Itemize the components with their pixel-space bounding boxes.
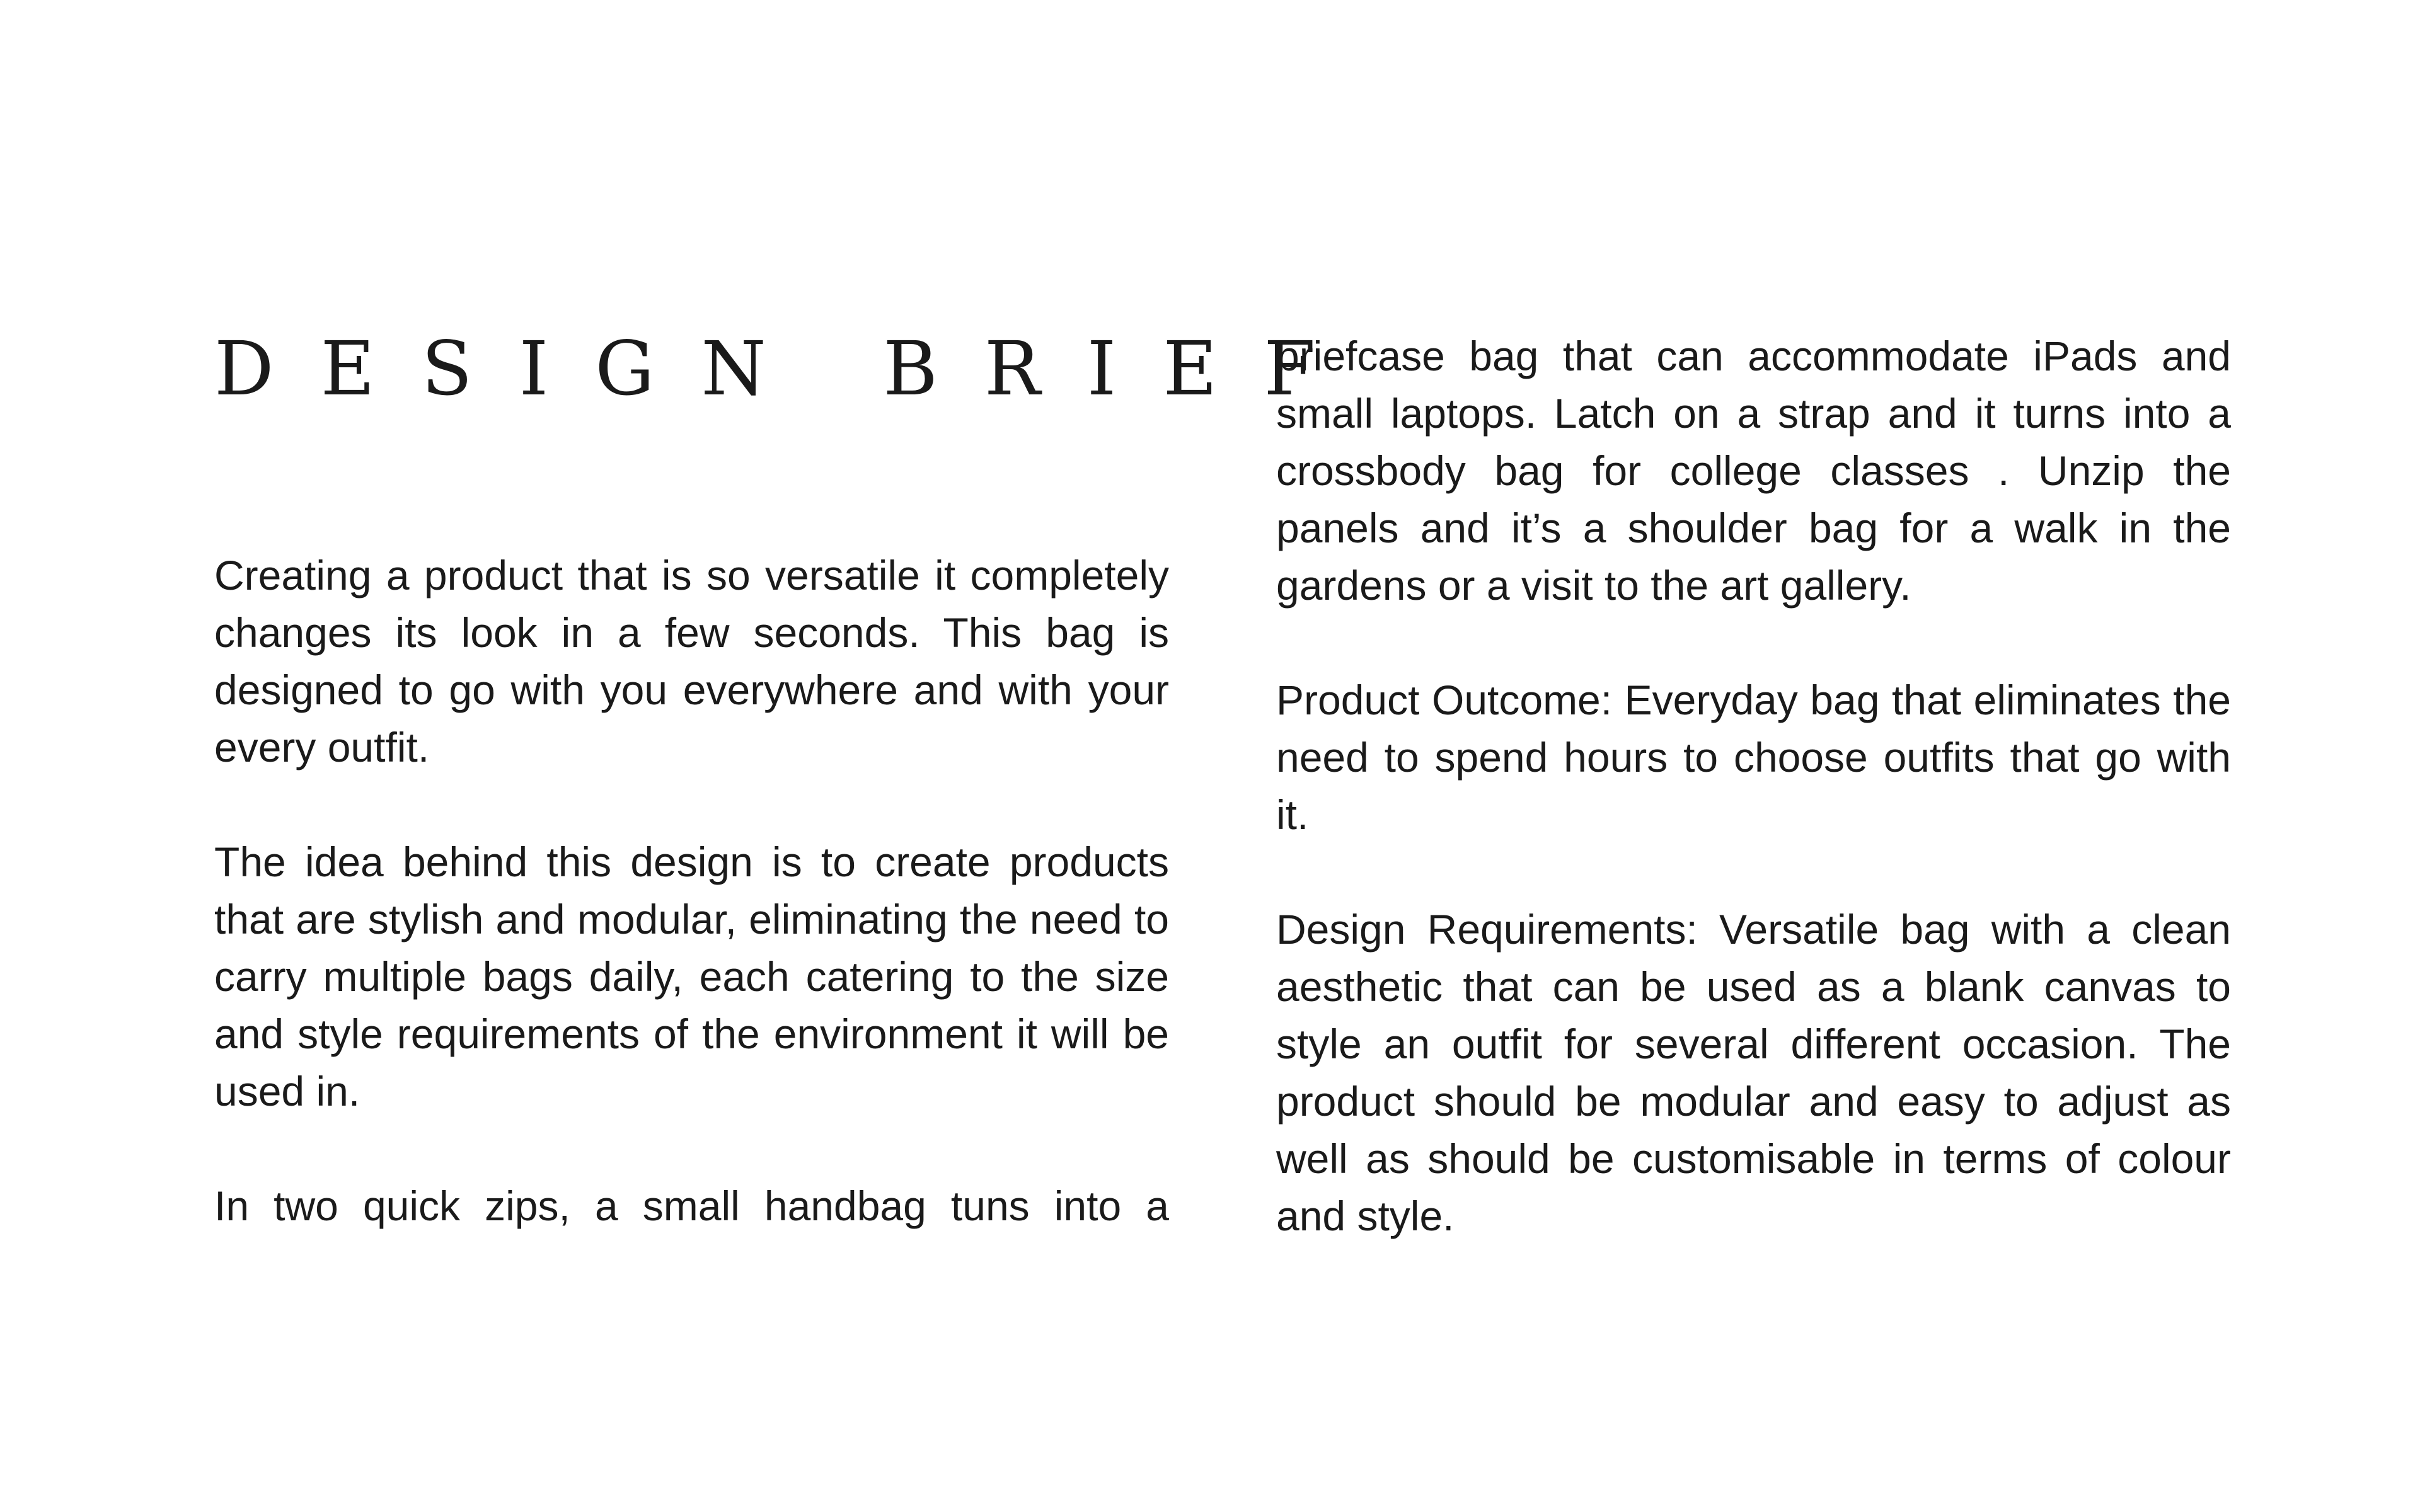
paragraph-design-requirements: Design Requirements: Versatile bag with a clean aesthetic that can be used as a blank canvas to style an outfit for several different occasion. The product should be modular and easy to adjust as well as should be customisable in terms of colour and style. <box>1276 906 2231 1239</box>
paragraph-intro: Creating a product that is so versatile it completely changes its look in a few seconds. This bag is designed to go with you everywhere and with your every outfit. <box>214 552 1169 770</box>
paragraph-idea: The idea behind this design is to create products that are stylish and modular, eliminating the need to carry multiple bags daily, each catering to the size and style requirements of the environment it will be used in. <box>214 839 1169 1114</box>
paragraph-zips: In two quick zips, a small handbag tuns into a <box>214 1183 1169 1229</box>
right-text-column <box>1276 328 2231 1245</box>
left-text-column <box>214 547 1169 1235</box>
page-title: DESIGN BRIEF <box>214 325 1363 412</box>
paragraph-product-outcome: Product Outcome: Everyday bag that eliminates the need to spend hours to choose outfits that go with it. <box>1276 677 2231 838</box>
paragraph-briefcase: briefcase bag that can accommodate iPads and small laptops. Latch on a strap and it turns into a crossbody bag for college classes . Unzip the panels and it’s a shoulder bag for a walk in the gardens or a visit to the art gallery. <box>1276 333 2231 609</box>
